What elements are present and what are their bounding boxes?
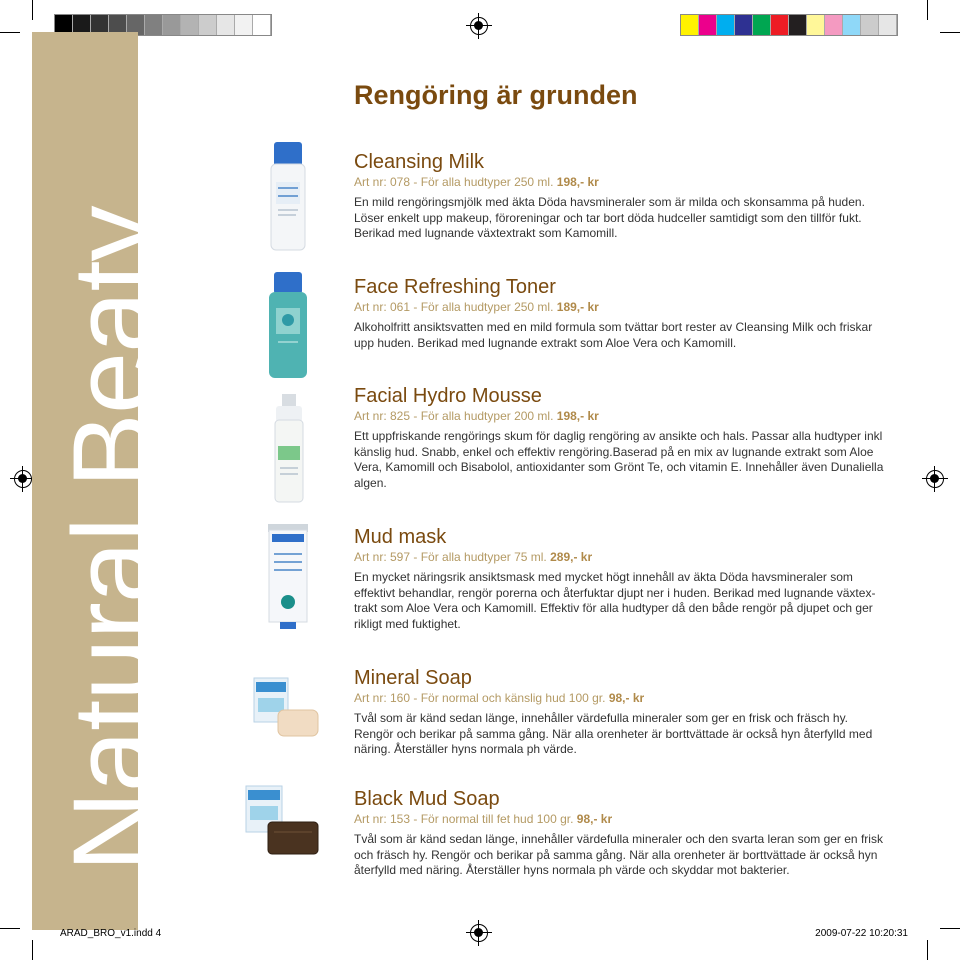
page-title: Rengöring är grunden — [354, 80, 638, 110]
registration-mark-icon — [470, 924, 488, 942]
crop-mark — [0, 928, 20, 929]
cleansing-milk-bottle — [268, 140, 308, 252]
product-name: Facial Hydro Mousse — [354, 385, 542, 407]
product-art-line: Art nr: 160 - För normal och känslig hud 100 gr. 98,- kr — [354, 691, 645, 705]
product-price: 98,- kr — [576, 812, 613, 826]
crop-mark — [940, 928, 960, 929]
face-toner-bottle — [266, 270, 310, 380]
mud-mask-tube — [266, 522, 310, 630]
product-name: Cleansing Milk — [354, 151, 485, 173]
product-description: Tvål som är känd sedan länge, innehåller värdefulla mineraler och den svarta leran som ger en frisk och fräsch hy. Rengör och berikar på samma gång. När alla orenheter är borttvättade är också hyn återfylld med näring. Återställer hyns normala ph värde och skyddar mot bakterier. — [354, 832, 883, 877]
mineral-soap-image — [250, 672, 322, 740]
product-black-mud-soap — [354, 787, 884, 879]
product-price: 189,- kr — [556, 300, 599, 314]
registration-mark-icon — [14, 470, 32, 488]
crop-mark — [927, 940, 928, 960]
product-cleansing-milk — [354, 150, 884, 242]
cmyk-color-bar — [680, 14, 898, 36]
product-mud-mask — [354, 525, 884, 632]
product-art-line: Art nr: 153 - För normal till fet hud 100 gr. 98,- kr — [354, 812, 613, 826]
product-hydro-mousse — [354, 384, 884, 491]
crop-mark — [32, 940, 33, 960]
product-description: En mycket näringsrik ansiktsmask med mycket högt innehåll av äkta Döda havsmineraler som effektivt behandlar, rengör porerna och återfuktar djupt ner i huden. Berikad med lugnande växtex-trakt som Aloe Vera och Kamomill. Effektiv för alla hudtyper då den både rengör på djupet och ger rikligt med fuktighet. — [354, 570, 876, 631]
product-description: Alkoholfritt ansiktsvatten med en mild formula som tvättar bort rester av Cleansing Milk och friskar upp huden. Berikad med lugnande extrakt som Aloe Vera och Kamomill. — [354, 320, 873, 350]
crop-mark — [940, 32, 960, 33]
crop-mark — [0, 32, 20, 33]
product-description: Ett uppfriskande rengörings skum för daglig rengöring av ansikte och hals. Passar alla hudtyper inkl känslig hud. Snabb, enkel och effektiv rengöring.Baserad på en mix av lugnande extrakt som Aloe Vera, Kamomill och Bisabolol, antioxidanter som Grönt Te, och vitamin E. Innehåller även Dunaliella algen. — [354, 429, 884, 490]
product-description: Tvål som är känd sedan länge, innehåller värdefulla mineraler som ger en frisk och fräsch hy. Rengör och berikar på samma gång. När alla orenheter är borttvättade är också hyn återfylld med näring. Återställer hyns normala ph värde. — [354, 711, 873, 756]
product-name: Face Refreshing Toner — [354, 276, 556, 298]
vertical-brand-title: Natural Beaty — [50, 206, 175, 872]
product-price: 289,- kr — [550, 550, 593, 564]
product-art-line: Art nr: 078 - För alla hudtyper 250 ml. 198,- kr — [354, 175, 599, 189]
crop-mark — [32, 0, 33, 20]
product-art-line: Art nr: 597 - För alla hudtyper 75 ml. 289,- kr — [354, 550, 593, 564]
product-name: Mud mask — [354, 526, 447, 548]
product-price: 98,- kr — [608, 691, 645, 705]
product-mineral-soap — [354, 666, 884, 758]
crop-mark — [927, 0, 928, 20]
product-face-toner — [354, 275, 884, 351]
product-art-line: Art nr: 061 - För alla hudtyper 250 ml. 189,- kr — [354, 300, 599, 314]
product-price: 198,- kr — [556, 175, 599, 189]
product-description: En mild rengöringsmjölk med äkta Döda havsmineraler som är milda och skonsamma på huden. Löser enkelt upp makeup, föroreningar och tar bort döda hudceller samtidigt som den tillför fukt. Berikad med lugnande växtextrakt som Kamomill. — [354, 195, 865, 240]
registration-mark-icon — [926, 470, 944, 488]
footer-file-name: ARAD_BRO_v1.indd 4 — [60, 928, 162, 939]
hydro-mousse-bottle — [272, 392, 306, 504]
registration-mark-icon — [470, 17, 488, 35]
product-name: Black Mud Soap — [354, 788, 500, 810]
product-art-line: Art nr: 825 - För alla hudtyper 200 ml. 198,- kr — [354, 409, 599, 423]
footer-timestamp: 2009-07-22 10:20:31 — [815, 928, 908, 939]
product-price: 198,- kr — [556, 409, 599, 423]
black-mud-soap-image — [242, 782, 322, 858]
product-name: Mineral Soap — [354, 667, 472, 689]
